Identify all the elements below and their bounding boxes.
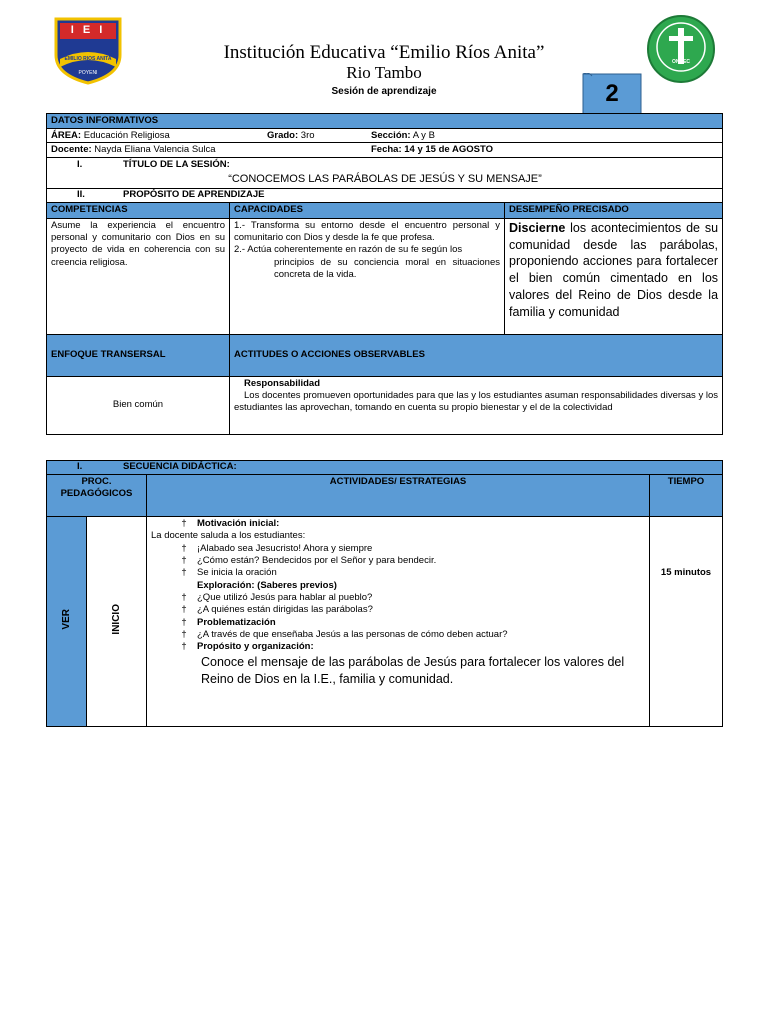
motivacion-item: ¡Alabado sea Jesucristo! Ahora y siempre — [197, 542, 373, 554]
seccion-label: Sección: — [371, 130, 411, 142]
cross-bullet-icon: † — [181, 592, 187, 604]
session-title: “CONOCEMOS LAS PARÁBOLAS DE JESÚS Y SU MENSAJE” — [228, 173, 542, 186]
session-label: Sesión de aprendizaje — [331, 86, 437, 97]
secuencia-num: I. — [77, 461, 83, 472]
col-enfoque: ENFOQUE TRANSERSAL — [47, 334, 230, 376]
place-title: Rio Tambo — [346, 63, 422, 82]
proposito-num: II. — [77, 189, 85, 201]
actitud-text: Los docentes promueven oportunidades para que las y los estudiantes asuman responsabilidades diversas y los estudiantes las aprovechan, tomando en cuenta su propio bienestar y el de la colectividad — [234, 390, 719, 414]
motivacion-item: Se inicia la oración — [197, 567, 277, 579]
capacidad-1: 1.- Transforma su entorno desde el encuentro personal y comunitario con Dios y desde la fe que profesa. — [234, 219, 500, 244]
proposito-org-text: Conoce el mensaje de las parábolas de Jesús para fortalecer los valores del Reino de Dios en la I.E., familia y comunidad. — [201, 654, 625, 686]
col-actitudes: ACTITUDES O ACCIONES OBSERVABLES — [230, 334, 723, 376]
col-competencias: COMPETENCIAS — [47, 203, 230, 218]
logo-right-text: ONDEC — [671, 59, 691, 65]
titulo-label: TÍTULO DE LA SESIÓN: — [123, 159, 230, 171]
logo-left-ribbon: EMILIO RIOS ANITA — [64, 56, 112, 62]
docente-label: Docente: — [51, 144, 92, 156]
competencia-text: Asume la experiencia el encuentro personal y comunitario con Dios en su proyecto de vida en coherencia con su creencia religiosa. — [47, 218, 230, 334]
grado-value: 3ro — [300, 130, 315, 142]
cross-bullet-icon: † — [181, 604, 187, 616]
saludo-text: La docente saluda a los estudiantes: — [151, 530, 306, 542]
titulo-num: I. — [77, 159, 83, 171]
secuencia-label: SECUENCIA DIDÁCTICA: — [123, 461, 237, 472]
secuencia-table — [46, 460, 723, 727]
desempeno-cell — [505, 218, 723, 334]
exploracion-item: ¿Que utilizó Jesús para hablar al pueblo? — [197, 592, 373, 604]
actitud-title: Responsabilidad — [244, 377, 321, 389]
cross-bullet-icon: † — [181, 567, 187, 579]
motivacion-item: ¿Cómo están? Bendecidos por el Señor y para bendecir. — [197, 555, 437, 567]
capacidad-2-lead: 2.- Actúa coherentemente en razón de su fe según los — [234, 244, 463, 256]
institution-title: Institución Educativa “Emilio Ríos Anita” — [223, 42, 545, 63]
area-value: Educación Religiosa — [83, 130, 170, 142]
col-capacidades: CAPACIDADES — [230, 203, 505, 218]
seccion-value: A y B — [412, 130, 435, 142]
cross-bullet-icon: † — [181, 555, 187, 567]
col-tiempo: TIEMPO — [650, 475, 723, 517]
exploracion-item: ¿A quiénes están dirigidas las parábolas? — [197, 604, 373, 616]
logo-left-bottom: POYENI — [78, 70, 98, 76]
docente-value: Nayda Eliana Valencia Sulca — [94, 144, 216, 156]
cross-bullet-icon: † — [181, 518, 187, 529]
tiempo-value: 15 minutos — [650, 517, 723, 727]
cross-bullet-icon: † — [181, 641, 187, 653]
exploracion-title: Exploración: (Saberes previos) — [197, 579, 337, 591]
enfoque-value: Bien común — [47, 376, 230, 434]
fecha-label: Fecha: — [371, 144, 402, 156]
motivacion-title: Motivación inicial: — [197, 518, 280, 529]
capacidad-2-rest: principios de su conciencia moral en situaciones concreta de la vida. — [274, 256, 500, 281]
desempeno-text: los acontecimientos de su comunidad desde las parábolas, proponiendo acciones para fortalecer el bien común cimentado en los valores del Reino de Dios desde la familia y comunidad — [509, 220, 719, 320]
actividades-cell — [147, 517, 650, 727]
col-desempeno: DESEMPEÑO PRECISADO — [505, 203, 723, 218]
cross-bullet-icon: † — [181, 542, 187, 554]
grado-label: Grado: — [267, 130, 299, 142]
proposito-org-title: Propósito y organización: — [197, 641, 314, 653]
cross-bullet-icon: † — [181, 629, 187, 641]
phase-inicio: INICIO — [111, 604, 122, 635]
problematizacion-item: ¿A través de que enseñaba Jesús a las personas de cómo deben actuar? — [197, 629, 508, 641]
session-number: 2 — [605, 80, 619, 107]
datos-heading: DATOS INFORMATIVOS — [47, 114, 723, 129]
cross-bullet-icon: † — [181, 616, 187, 628]
info-table — [46, 113, 723, 435]
logo-left-letters: I E I — [70, 24, 106, 36]
problematizacion-title: Problematización — [197, 616, 276, 628]
col-actividades: ACTIVIDADES/ ESTRATEGIAS — [147, 475, 650, 517]
fecha-value: 14 y 15 de AGOSTO — [404, 144, 493, 156]
proposito-label: PROPÓSITO DE APRENDIZAJE — [123, 189, 265, 201]
area-label: ÁREA: — [51, 130, 82, 142]
phase-ver: VER — [61, 609, 72, 630]
col-proc: PROC. PEDAGÓGICOS — [47, 475, 147, 517]
desempeno-verb: Discierne — [509, 220, 566, 235]
